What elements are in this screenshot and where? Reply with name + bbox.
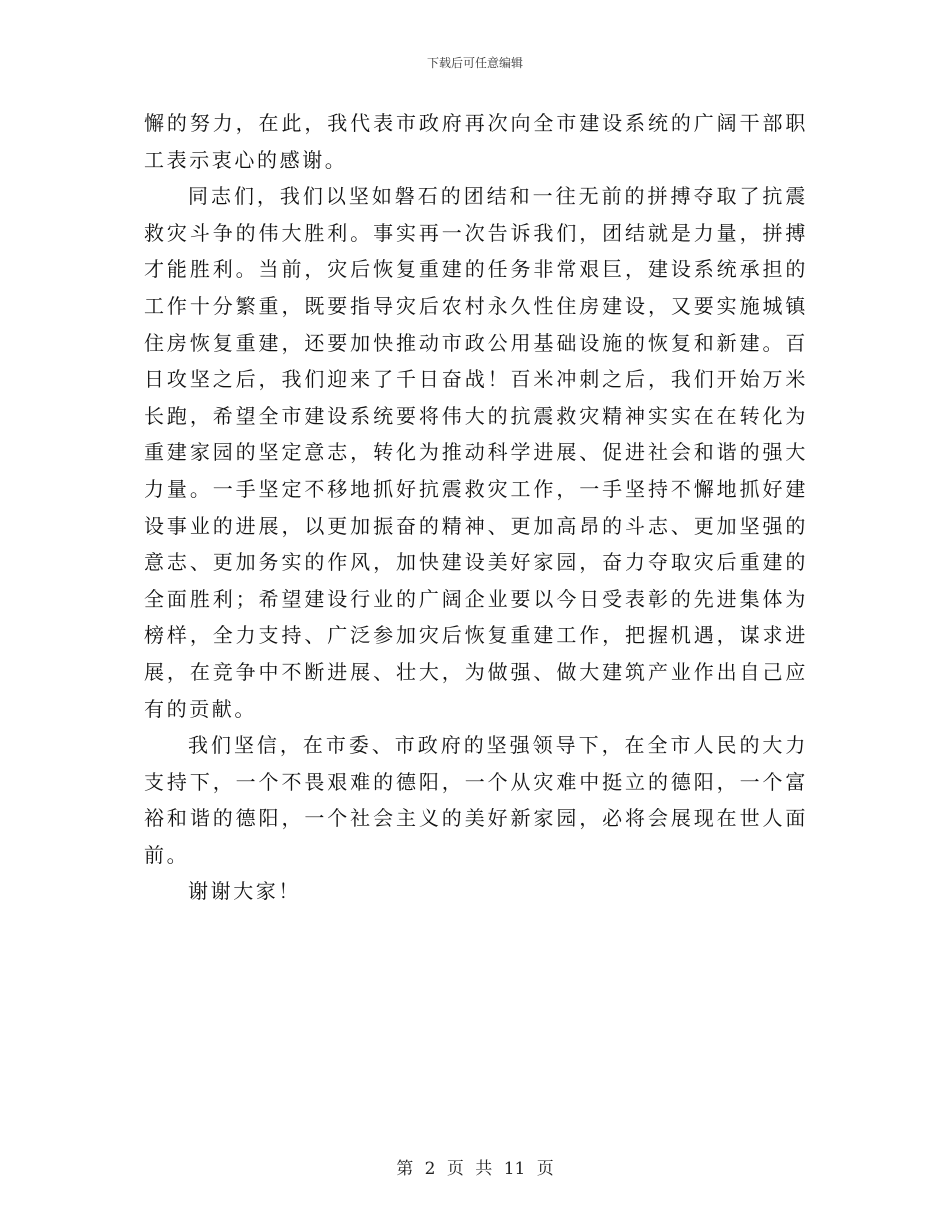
page-header: 下载后可任意编辑 — [426, 56, 523, 70]
paragraph-2: 同志们，我们以坚如磐石的团结和一往无前的拼搏夺取了抗震救灾斗争的伟大胜利。事实再一次告诉我们，团结就是力量，拼搏才能胜利。当前，灾后恢复重建的任务非常艰巨，建设系统承担的工作十分繁重，既要指导灾后农村永久性住房建设，又要实施城镇住房恢复重建，还要加快推动市政公用基础设施的恢复和新建。百日攻坚之后，我们迎来了千日奋战！百米冲刺之后，我们开始万米长跑，希望全市建设系统要将伟大的抗震救灾精神实实在在转化为重建家园的坚定意志，转化为推动科学进展、促进社会和谐的强大力量。一手坚定不移地抓好抗震救灾工作，一手坚持不懈地抓好建设事业的进展，以更加振奋的精神、更加高昂的斗志、更加坚强的意志、更加务实的作风，加快建设美好家园，奋力夺取灾后重建的全面胜利；希望建设行业的广阔企业要以今日受表彰的先进集体为榜样，全力支持、广泛参加灾后恢复重建工作，把握机遇，谋求进展，在竞争中不断进展、壮大，为做强、做大建筑产业作出自己应有的贡献。 — [144, 184, 808, 721]
page-number-footer: 第 2 页 共 11 页 — [396, 1159, 554, 1179]
document-body — [144, 105, 808, 910]
paragraph-3: 我们坚信，在市委、市政府的坚强领导下，在全市人民的大力支持下，一个不畏艰难的德阳，一个从灾难中挺立的德阳，一个富裕和谐的德阳，一个社会主义的美好新家园，必将会展现在世人面前。 — [144, 733, 808, 867]
paragraph-4: 谢谢大家！ — [188, 879, 301, 904]
paragraph-1: 懈的努力，在此，我代表市政府再次向全市建设系统的广阔干部职工表示衷心的感谢。 — [144, 111, 808, 172]
